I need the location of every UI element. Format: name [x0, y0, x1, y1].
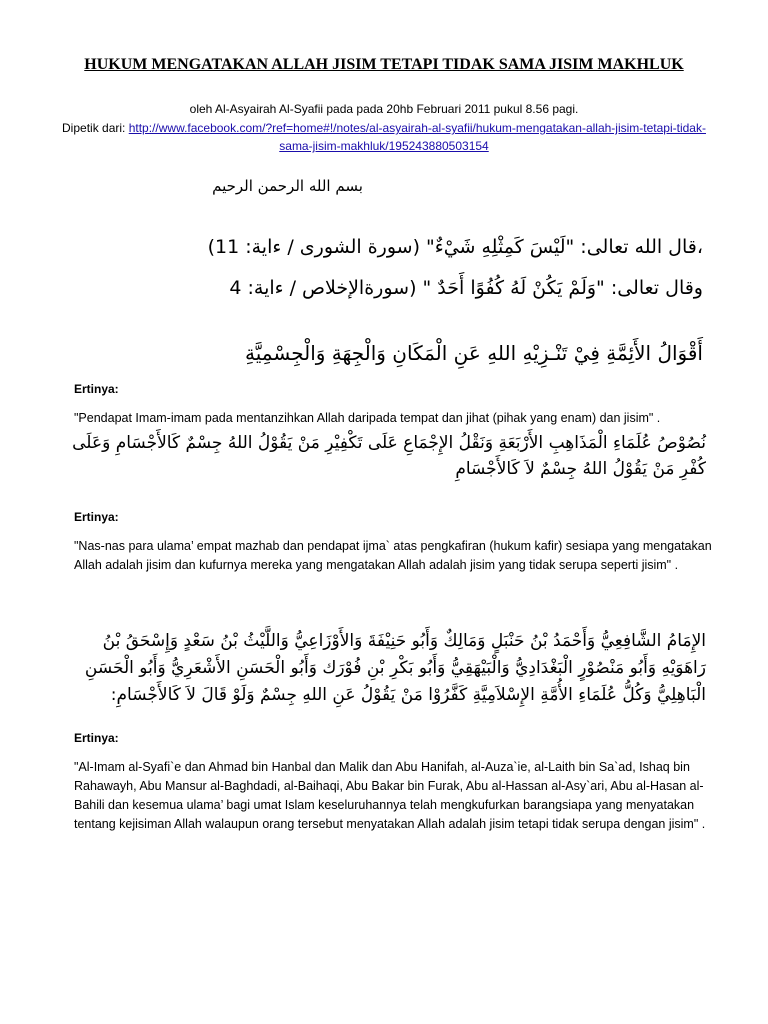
translation-paragraph: "Al-Imam al-Syafi`e dan Ahmad bin Hanbal dan Malik dan Abu Hanifah, al-Auza`ie, al-Laith bin Sa`ad, Ishaq bin Rahawayh, Abu Mansur al-Baghdadi, al-Baihaqi, Abu Bakar bin Furak, Abu al-Hassan al-Asy`ari, Abu al-Hasan al-Bahili dan kesemua ulama’ bagi umat Islam keseluruhannya telah mengkufurkan barangsiapa yang menyatakan tentang kejisiman Allah walaupun orang tersebut menyatakan Allah adalah jisim tetapi tidak serupa dengan jisim" . — [74, 760, 706, 831]
translation-paragraph: "Pendapat Imam-imam pada mentanzihkan Allah daripada tempat dan jihat (pihak yang enam) dan jisim" . — [74, 411, 661, 425]
translation-paragraph: "Nas-nas para ulama’ empat mazhab dan pendapat ijma` atas pengkafiran (hukum kafir) sesiapa yang mengatakan Allah adalah jisim dan kufurnya mereka yang mengatakan Allah adalah jisim yang tidak serupa seperti jisim" . — [74, 539, 712, 572]
translation-label: Ertinya: — [74, 382, 119, 396]
source-label: Dipetik dari: — [62, 121, 126, 135]
arabic-paragraph: نُصُوْصُ عُلَمَاءِ الْمَذَاهِبِ الأَرْبَعَةِ وَنَقْلُ الإِجْمَاعِ عَلَى تَكْفِيْرِ مَنْ يَقُوْلُ اللهُ جِسْمٌ كَالأَجْسَامِ وَعَلَى كُفْرِ مَنْ يَقُوْلُ اللهُ جِسْمٌ لاَ كَالأَجْسَامِ — [72, 433, 706, 479]
basmalah: بسم الله الرحمن الرحيم — [212, 177, 363, 195]
document-title: HUKUM MENGATAKAN ALLAH JISIM TETAPI TIDAK SAMA JISIM MAKHLUK — [84, 56, 684, 73]
quran-verse-ikhlas: وقال تعالى: "وَلَمْ يَكُنْ لَهُ كُفُوًا أَحَدٌ " (سورةالإخلاص / ءاية: 4 — [229, 277, 703, 299]
byline: oleh Al-Asyairah Al-Syafii pada pada 20hb Februari 2011 pukul 8.56 pagi. — [189, 102, 579, 116]
quran-verse-shura: ،قال الله تعالى: "لَيْسَ كَمِثْلِهِ شَيْءٌ" (سورة الشورى / ءاية: 11) — [207, 236, 703, 258]
arabic-section-heading: أَقْوَالُ الأَئِمَّةِ فِيْ تَنْـزِيْهِ اللهِ عَنِ الْمَكَانِ وَالْجِهَةِ وَالْجِسْمِيَّةِ — [245, 341, 703, 365]
source-line — [60, 119, 708, 155]
arabic-paragraph: الإِمَامُ الشَّافِعِيُّ وَأَحْمَدُ بْنُ حَنْبَلٍ وَمَالِكٌ وَأَبُو حَنِيْفَةَ وَالأَوْزَاعِيُّ وَاللَّيْثُ بْنُ سَعْدٍ وَإِسْحَقُ بْنُ رَاهَوَيْهِ وَأَبُو مَنْصُوْرٍ الْبَغْدَادِيُّ وَالْبَيْهَقِيُّ وَأَبُو بَكْرِ بْنِ فُوْرَك وَأَبُو الْحَسَنِ الأَشْعَرِيُّ وَأَبُو الْحَسَنِ الْبَاهِلِيُّ وَكُلُّ عُلَمَاءِ الأُمَّةِ الإِسْلاَمِيَّةِ كَفَّرُوْا مَنْ يَقُوْلُ عَنِ اللهِ جِسْمٌ وَلَوْ قَالَ لاَ كَالأَجْسَامِ: — [84, 631, 706, 705]
translation-label: Ertinya: — [74, 510, 119, 524]
source-link[interactable]: http://www.facebook.com/?ref=home#!/notes/al-asyairah-al-syafii/hukum-mengatakan-allah-jisim-tetapi-tidak-sama-jisim-makhluk/195243880503154 — [128, 121, 706, 153]
translation-label: Ertinya: — [74, 731, 119, 745]
